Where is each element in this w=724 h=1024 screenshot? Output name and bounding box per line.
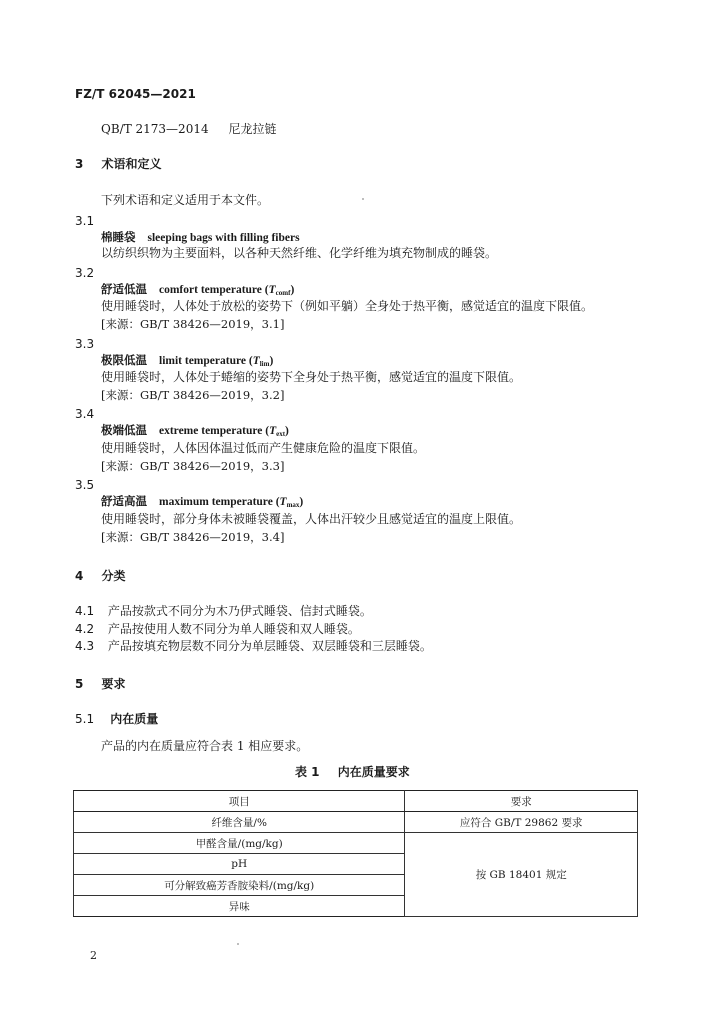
term-symbol-sub: max: [286, 501, 300, 509]
item-number: 4.2: [75, 622, 95, 636]
term-en: comfort temperature $(T_{comf})$: [159, 284, 295, 297]
quality-table: [73, 790, 638, 917]
list-item: [75, 603, 372, 619]
section3-title: 术语和定义: [101, 157, 162, 171]
term-symbol: T: [252, 355, 260, 367]
term-title: [101, 229, 300, 246]
section3-number: 3: [75, 157, 84, 171]
section3-intro: 下列术语和定义适用于本文件。: [101, 193, 270, 207]
standard-code: FZ/T 62045—2021: [75, 87, 196, 101]
term-number: 3.4: [75, 407, 95, 421]
normref-line: [101, 121, 276, 137]
term-definition: 使用睡袋时，人体处于放松的姿势下（例如平躺）全身处于热平衡，感觉适宜的温度下限值。: [101, 299, 594, 313]
table-cell-item: 甲醛含量/(mg/kg): [74, 833, 405, 854]
page-number: 2: [90, 949, 97, 962]
term-definition: 使用睡袋时，人体因体温过低而产生健康危险的温度下限值。: [101, 441, 426, 455]
term-zh: 极端低温: [101, 423, 147, 437]
table-header-requirement: 要求: [405, 791, 638, 812]
term-title: [101, 493, 303, 513]
term-en: extreme temperature $(T_{ext})$: [159, 425, 289, 438]
term-source: [来源：GB/T 38426—2019，3.2]: [101, 388, 285, 402]
term-zh: 极限低温: [101, 353, 147, 367]
section4-number: 4: [75, 569, 84, 583]
table-header-item: 项目: [74, 791, 405, 812]
item-number: 4.1: [75, 604, 95, 618]
term-source: [来源：GB/T 38426—2019，3.4]: [101, 530, 285, 544]
term-number: 3.5: [75, 478, 95, 492]
term-title: [101, 422, 289, 442]
term-zh: 舒适低温: [101, 282, 147, 296]
item-text: 产品按使用人数不同分为单人睡袋和双人睡袋。: [107, 622, 360, 636]
term-en: maximum temperature $(T_{max})$: [159, 496, 304, 509]
section4-title: 分类: [101, 569, 126, 583]
scan-speck: [362, 198, 364, 200]
item-number: 4.3: [75, 639, 95, 653]
subsection-title: 内在质量: [110, 712, 159, 726]
item-text: 产品按款式不同分为木乃伊式睡袋、信封式睡袋。: [107, 604, 372, 618]
table-caption: [295, 764, 410, 780]
list-item: [75, 638, 432, 654]
term-symbol-sub: comf: [275, 289, 291, 297]
normref-title: 尼龙拉链: [228, 122, 277, 136]
term-definition: 以纺织织物为主要面料，以各种天然纤维、化学纤维为填充物制成的睡袋。: [101, 246, 498, 260]
table-row: [74, 812, 638, 833]
term-symbol-sub: lim: [259, 360, 270, 368]
item-text: 产品按填充物层数不同分为单层睡袋、双层睡袋和三层睡袋。: [107, 639, 432, 653]
term-source: [来源：GB/T 38426—2019，3.1]: [101, 317, 285, 331]
normref-code: QB/T 2173—2014: [101, 122, 209, 136]
subsection-number: 5.1: [75, 712, 95, 726]
subsection-heading: [75, 711, 158, 727]
section3-heading: [75, 156, 162, 172]
term-symbol: T: [268, 284, 276, 296]
table-cell-item: 可分解致癌芳香胺染料/(mg/kg): [74, 875, 405, 896]
section4-heading: [75, 568, 126, 584]
term-en: limit temperature $(T_{lim})$: [159, 355, 274, 368]
table-cell-item: pH: [74, 854, 405, 875]
list-item: [75, 621, 360, 637]
term-definition: 使用睡袋时，部分身体未被睡袋覆盖，人体出汗较少且感觉适宜的温度上限值。: [101, 512, 522, 526]
table-header-row: [74, 791, 638, 812]
term-zh: 舒适高温: [101, 494, 147, 508]
term-source: [来源：GB/T 38426—2019，3.3]: [101, 459, 285, 473]
term-number: 3.3: [75, 337, 95, 351]
table-cell-requirement-merged: 按 GB 18401 规定: [405, 833, 638, 917]
term-definition: 使用睡袋时，人体处于蜷缩的姿势下全身处于热平衡，感觉适宜的温度下限值。: [101, 370, 522, 384]
term-en: sleeping bags with filling fibers: [147, 232, 300, 244]
section5-title: 要求: [101, 677, 126, 691]
term-symbol: T: [269, 425, 277, 437]
table-cell-item: 异味: [74, 896, 405, 917]
table-caption-number: 表 1: [295, 765, 320, 779]
term-symbol-sub: ext: [276, 430, 286, 438]
table-row: [74, 833, 638, 854]
table-cell-requirement: 应符合 GB/T 29862 要求: [405, 812, 638, 833]
section5-number: 5: [75, 677, 84, 691]
term-symbol: T: [279, 496, 287, 508]
term-number: 3.1: [75, 214, 95, 228]
scan-speck: [237, 943, 239, 945]
term-zh: 棉睡袋: [101, 230, 136, 244]
table-caption-title: 内在质量要求: [337, 765, 410, 779]
section5-text: 产品的内在质量应符合表 1 相应要求。: [101, 739, 309, 753]
term-number: 3.2: [75, 266, 95, 280]
table-cell-item: 纤维含量/%: [74, 812, 405, 833]
section5-heading: [75, 676, 126, 692]
